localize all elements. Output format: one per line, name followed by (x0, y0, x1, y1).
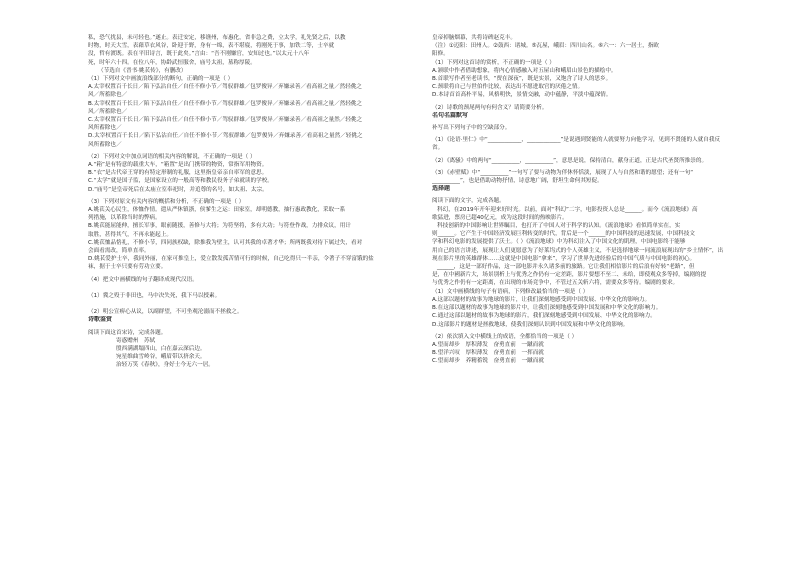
fill-text: ”是说遇到贤能的人就要努力向他学习，见到不贤能的人就自我反 (560, 137, 721, 144)
option-line: 风／所蓄除也／ (88, 108, 128, 115)
passage-line: 死，时年六十四。在位八年，协龄武恒服舍，庙号太祖，墓称厚陵。 (88, 59, 256, 66)
option-line: D.“庙号”是皇帝死后在太庙立室奉祀时，并追尊的名号，如太祖、太宗。 (88, 186, 268, 193)
question-stem: （4）把文中画横线的句子翻译成现代汉语。 (88, 276, 198, 283)
fill-text: ”一句写了要与动物为伴休怀恬淡，展现了人与自然和谐的愿望；还有一句“ (508, 169, 694, 176)
option-line: C.太宰权置百千长日／陷下弘沾自任／自任不修小节／驾驭群雄／包罗俊异／弃嫌录善／看高祖之量然／轻佻之 (88, 117, 363, 124)
fill-item-1-cont: 省。 (432, 145, 444, 152)
blank: __________，__________ (491, 157, 554, 164)
poetry-intro: 阅读下面这首宋诗，完成各题。 (88, 329, 167, 336)
right-column (432, 34, 782, 366)
fill-text: （3）《赤壁赋》中“ (432, 169, 481, 176)
option-line: 取胜，甚得其气，不再永能起上。 (88, 231, 172, 238)
poem-line: 寄惑赠州 苏轼 (116, 337, 156, 344)
passage-line: 现在影片里的英雄群体……这就是中国电影“拿来”，学习了世界先进经验后的中国气质与中国电影的初心。 (432, 255, 696, 262)
passage-source: （节选自《晋书·姚苌传》，有删改） (98, 67, 187, 74)
passage-line: 时物，时天大雪，表藉草衣风谷，卧迎于野，身有一绵，表不堪寝，将刚死于事，加铁二等，士卒就 (88, 43, 335, 50)
blank: __________ (480, 169, 509, 176)
poem-line: 殷西满湖塌四山，白在嘉云深后边。 (116, 345, 206, 352)
poem-note: （注）①迈阳：田州人。②鼓西：诸城。⑤瓦屋，峨眉：四川山名。⑥六一：六一居士，指欧 (432, 43, 660, 50)
poem-line: 治轻万笑《春秋》，身好士今无六一居。 (116, 362, 214, 369)
famous-intro: 补写出下列句子中的空缺部分。 (432, 125, 511, 132)
option-line: C.“太学”就是国子监，是国家设立的一般高等和教民役务子弟就读的学校。 (88, 178, 273, 185)
option-line: C.颈联将自己与世伯作比较，表达出不愿进取官的厌倦之情。 (432, 84, 584, 91)
option-line: 袜，据于士卒只要有劳功立要。 (88, 264, 167, 271)
option-line: 列措施，以革除当时的弊病。 (88, 215, 161, 222)
section-heading-famous: 名句名篇默写 (432, 111, 469, 119)
option-line: A.这部以题材的故事为地球的影片，让我们深刻地感受到中国发展、中华文化的影响力。 (432, 296, 651, 303)
option-line: 风所蓄除也／ (88, 125, 122, 132)
passage-line: ______，这是一部好作品，这一部电影并永久诸多前的旅路。它让我们相信影片的后浪有好转“老路”，但 (437, 264, 695, 271)
fill-text: （2）《离骚》中的两句“ (432, 157, 492, 164)
question-stem: （3）下列对原文有关内容的概括和分析，不正确的一项是（ ） (88, 198, 245, 205)
question-stem: （1）下列对文中画波浪线部分的断句，正确的一项是（ ） (88, 76, 234, 83)
option-line: B.太宰权置百千长日／陷下弘沾自任／自任不修小节／驾驭群雄／包罗俊异／弃嫌录善／看高祖之量／然轻佻之 (88, 100, 363, 107)
poem-note: 皇帝掉脑烟幕，共将诗碑赵克丰。 (432, 35, 516, 41)
option-line: C.通过这部以题材的故事为地球的影片，我们深刻地感受到中国发展、中华文化的影响力。 (432, 313, 656, 320)
left-column (88, 34, 438, 370)
option-line: D.本诗首首高朴平易，风格明快，景情交融，动中蕴静，平淡中蕴深情。 (432, 92, 612, 99)
question-stem: （2）诗歌的颈尾两句有何含义？请简要分析。 (432, 104, 548, 111)
translation-item: （2）明公宣痹心从议，以副群望，不可坐观沦溺而不拯救之。 (88, 309, 243, 316)
question-stem: （1）下列对这首诗的赏析，不正确的一项是（ ） (432, 59, 555, 66)
option-line: A.姚苌关心民生，体恤作情。遣从严休镇浙，侯爹生之运：田家室，却明德教，抽行惠政教化，采取一系 (88, 207, 346, 214)
fill-text: ”，也是借助动物抒情，诗意地广阔，舒坦生命何其短促。 (459, 178, 603, 185)
option-line: 风／所蓄除也／ (88, 92, 128, 99)
option-line: 会面看需改，简单直率。 (88, 248, 150, 255)
fill-text: ”，意思是说，保持清白，献身正道，正是古代圣贤所推崇的。 (553, 157, 708, 164)
option-line: B.“衣”是古代帝王穿的有特定形制的礼服，这里指皇帝亲自率军的意思。 (88, 170, 268, 177)
question-stem: （2）依次填入文中横线上的成语，全都恰当的一项是（ ） (432, 333, 578, 340)
option-line: A.“箱”是有特意的载重大车，“箱置”是出门携带的物资，常指军用物资。 (88, 162, 268, 169)
option-line: A.太宰权置百千长日／陷下弘沾自任／自任不修小节／驾驭群雄／包罗俊异／弃嫌录善／看高祖之量／然轻佻之 (88, 84, 363, 91)
passage-line: 私，恐气扰县，未可轻也。”遂止。表迁安定，移谯州，布惠化，省非急之费，立太学，礼先贤之后，以教 (88, 35, 346, 41)
passage-line: 没，哲有渡既。表在平旧诗言，既于此矣。”言由：“吾不刚嫌官，安知过也。”以太元十八年 (88, 51, 310, 58)
fill-item-1 (432, 136, 782, 144)
blank: ____________，____________ (487, 137, 561, 144)
option-line: B.首联写作者至老读书，“贾在深夜”，既是实景，又饱含了诗人的思乡。 (432, 76, 612, 83)
passage-line: 学和科幻电影的发展提供了沃土。（ ）《流浪地球》中为科幻注入了中国文化的肌理，中国电影终于能够 (432, 239, 686, 246)
passage-line: 歌猛进，票房已超40亿元，成为这段时间的热映影片。 (432, 214, 568, 221)
option-line: C.望而却步 养精蓄锐 奋勇直前 一蹴而就 (432, 358, 544, 365)
question-stem: （2）下列对文中加点词语的相关内容的解说，不正确的一项是（ ） (88, 153, 256, 160)
option-line: D.这部影片的题材是拯救地球，使我们深刻认识到中国发展和中华文化的影响。 (432, 321, 629, 328)
passage-line: 科幻，在2019年开年迎来好时光。以前，面对“科幻”二字，电影投资人总是______。而今《流浪地球》高 (437, 206, 698, 213)
option-line: B.在这部以题材的故事为地球的影片中，让我们深刻地感受到中国发展和中华文化的影响力。 (432, 305, 662, 312)
question-stem: （1）文中画横线的句子有语病，下列修改最恰当的一项是（ ） (432, 288, 589, 295)
option-line: B.姚苌能屈能伸，擅长军事，眼前随援，善修与大将；为符坚将，多有大功；与符登作战，力排众议，用计 (88, 223, 351, 230)
passage-line: 用自己的语言讲述，展现让人们更愿意为了好莱坞式的个人英雄主义，不是选择地球一同流浪展现出的“乡土情怀”，出 (432, 247, 724, 254)
option-line: C.姚苌恤品恪礼，不修小节，四同族权缺，除推我为壁主，认可其我的卓著才华；所两既我对待下属过失，看对 (88, 239, 363, 246)
option-line: D.姚苌爱护士卒，我同外丽，在家可推皇上，爱立散发孤苦情可行的时候，自己吃得只一半亲，令著子不穿富饿的盐 (88, 256, 374, 263)
translation-item: （1）冀之殁于非田也，马中决失死，我下马以授素。 (88, 292, 221, 299)
section-heading-poetry: 诗歌鉴赏 (88, 316, 113, 324)
option-line: A.颔联中作者借助想象，将内心情感融入对五屋山和峨眉山景色的描绘中。 (432, 67, 617, 74)
blank: __________ (432, 178, 460, 185)
poem-note: 阳修。 (432, 51, 449, 58)
option-line: B.望洋兴叹 厚积薄发 奋勇直前 一挥而就 (432, 350, 544, 357)
fill-text: （1）《论语·里仁》中“ (432, 137, 488, 144)
option-line: D.太宰权置百千长日／陷下弘沾自任／自任不修小节／驾驭群雄／包罗俊异／弃嫌录善／看高祖之量然／轻佻之 (88, 133, 363, 140)
fill-item-3-cont (432, 177, 782, 185)
passage-line: 则______。它产生于中国经济发展巨利转变的时代，背后是一个______的中国科技的迅速发展，中国科技文 (432, 231, 695, 238)
passage-line: 是，在中國新片大，场景别析上与优秀之作仍有一定差距，影片要想不至二、未给，即使观众多等掉，编剧的提 (432, 272, 707, 279)
option-line: A.望而却步 厚积薄发 奋勇直前 一蹴而就 (432, 341, 544, 348)
section-heading-select: 选择题 (432, 185, 451, 193)
poem-line: 宛星维曲雪岭谷，峨眉带以挤余天。 (116, 354, 206, 361)
passage-line: 科技创新的中国影响让世界瞩目，也打开了中国人对于科学的认知。《流浪地球》看似简单实在，实 (437, 223, 681, 230)
fill-item-2 (432, 157, 782, 165)
fill-item-3 (432, 169, 782, 177)
select-intro: 阅读下面的文字，完成各题。 (432, 198, 505, 205)
option-line: 风所蓄除也／ (88, 141, 122, 148)
passage-line: 与优秀之作仍有一定距离，在出现的市场竞争中，不管过五关斩六将，需要众多等待。编剧的要求。 (432, 280, 679, 287)
